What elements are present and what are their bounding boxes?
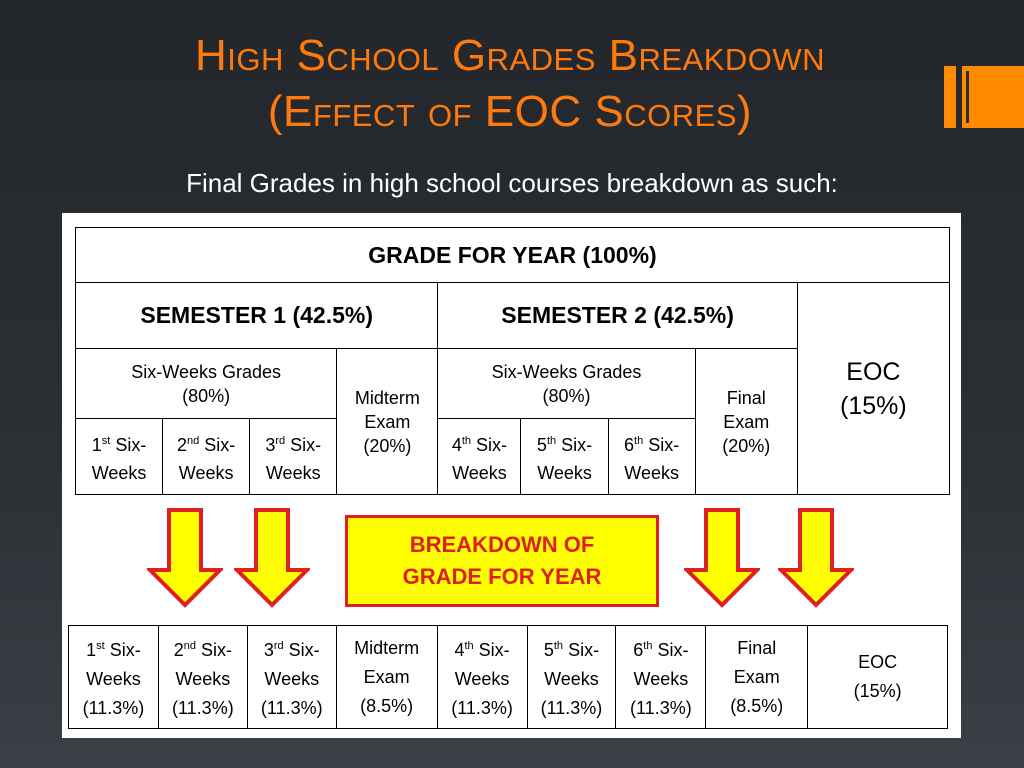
down-arrow-icon: [234, 508, 310, 608]
banner-line-2: GRADE FOR YEAR: [402, 564, 602, 589]
down-arrow-icon: [684, 508, 760, 608]
midterm-exam-label: Exam: [364, 411, 411, 432]
breakdown-midterm: Midterm Exam (8.5%): [336, 626, 437, 729]
period-1-cell: 1st Six- Weeks: [76, 419, 163, 495]
breakdown-eoc: EOC (15%): [808, 626, 948, 729]
grade-structure-table: [75, 227, 950, 495]
period-3-cell: 3rd Six- Weeks: [250, 419, 337, 495]
period-4-cell: 4th Six- Weeks: [438, 419, 521, 495]
final-exam-label: Exam: [723, 411, 770, 432]
grades-diagram-panel: [62, 213, 961, 738]
six-weeks-percent: (80%): [182, 385, 231, 406]
sem2-six-weeks-grades: [438, 349, 695, 419]
breakdown-period-1: 1st Six- Weeks (11.3%): [69, 626, 159, 729]
title-line-1: High School Grades Breakdown: [194, 31, 826, 80]
midterm-label: Midterm: [354, 387, 420, 408]
decorative-bar-icon: [944, 66, 1024, 128]
breakdown-period-4: 4th Six- Weeks (11.3%): [437, 626, 527, 729]
eoc-percent: (15%): [840, 391, 907, 420]
breakdown-period-3: 3rd Six- Weeks (11.3%): [247, 626, 336, 729]
breakdown-period-5: 5th Six- Weeks (11.3%): [527, 626, 616, 729]
grade-for-year-header: GRADE FOR YEAR (100%): [76, 228, 950, 283]
final-label: Final: [726, 387, 766, 408]
six-weeks-percent: (80%): [542, 385, 591, 406]
period-2-cell: 2nd Six- Weeks: [163, 419, 250, 495]
slide-title: [60, 28, 960, 140]
breakdown-final: Final Exam (8.5%): [706, 626, 808, 729]
down-arrow-icon: [147, 508, 223, 608]
eoc-label: EOC: [846, 357, 901, 386]
semester-1-header: SEMESTER 1 (42.5%): [76, 283, 438, 349]
period-5-cell: 5th Six- Weeks: [521, 419, 608, 495]
midterm-exam-cell: [337, 349, 438, 495]
period-6-cell: 6th Six- Weeks: [608, 419, 695, 495]
midterm-percent: (20%): [363, 435, 412, 456]
six-weeks-label: Six-Weeks Grades: [131, 361, 281, 382]
semester-2-header: SEMESTER 2 (42.5%): [438, 283, 797, 349]
banner-line-1: BREAKDOWN OF: [409, 532, 595, 557]
down-arrow-icon: [778, 508, 854, 608]
six-weeks-label: Six-Weeks Grades: [491, 361, 642, 382]
grade-breakdown-table: [68, 625, 948, 729]
sem1-six-weeks-grades: [76, 349, 337, 419]
breakdown-period-6: 6th Six- Weeks (11.3%): [616, 626, 706, 729]
breakdown-period-2: 2nd Six- Weeks (11.3%): [158, 626, 247, 729]
slide-subtitle: Final Grades in high school courses breakdown as such:: [186, 168, 838, 198]
breakdown-banner: [345, 515, 659, 607]
eoc-cell: [797, 283, 949, 495]
final-percent: (20%): [722, 435, 771, 456]
title-line-2: (Effect of EOC Scores): [267, 87, 753, 136]
final-exam-cell: [695, 349, 797, 495]
